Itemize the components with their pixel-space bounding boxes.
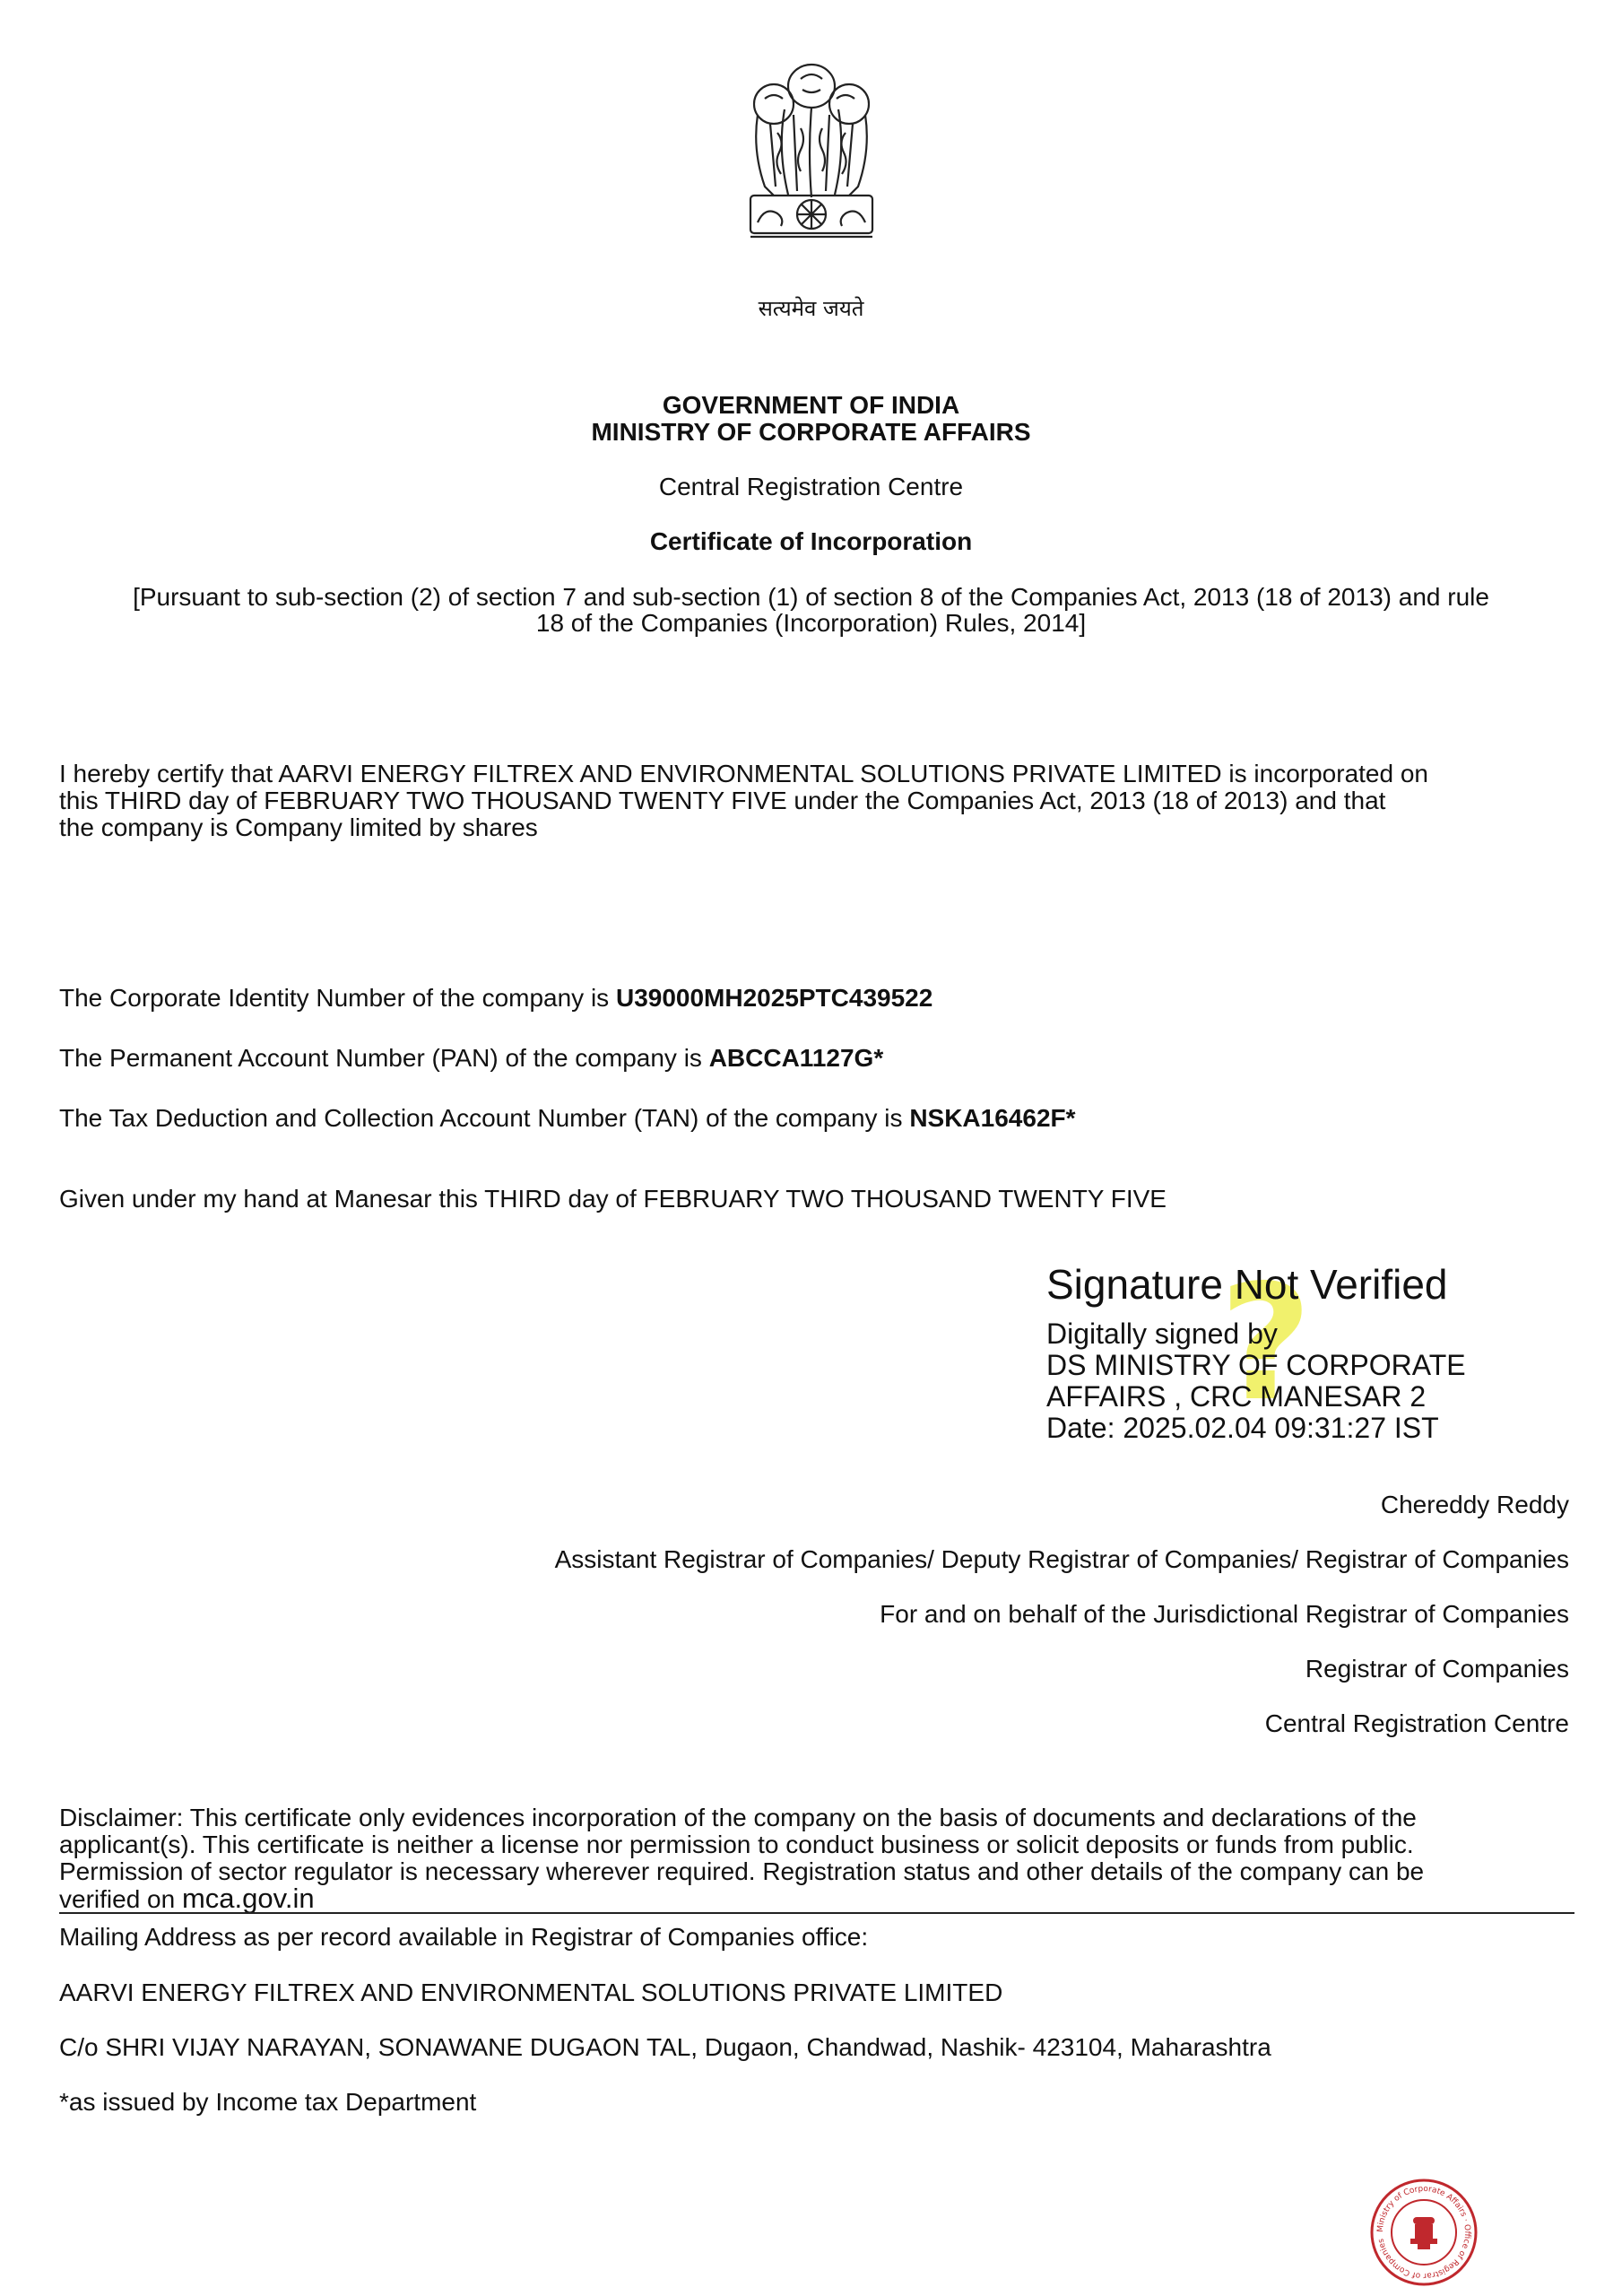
disclaimer-line-1: Disclaimer: This certificate only evidences incorporation of the company on the basis of documents and declarations of the bbox=[59, 1804, 1417, 1831]
tan-label: The Tax Deduction and Collection Account Number (TAN) of the company is bbox=[59, 1104, 903, 1132]
signatory-designation: Assistant Registrar of Companies/ Deputy Registrar of Companies/ Registrar of Companies bbox=[554, 1545, 1569, 1573]
cin-statement bbox=[59, 985, 932, 1012]
national-emblem bbox=[731, 52, 892, 276]
signature-date: Date: 2025.02.04 09:31:27 IST bbox=[1046, 1412, 1439, 1444]
lion-capital-icon bbox=[731, 52, 892, 276]
disclaimer-line-3: Permission of sector regulator is necessary wherever required. Registration status and other details of the company can be bbox=[59, 1857, 1425, 1885]
cin-label: The Corporate Identity Number of the company is bbox=[59, 984, 610, 1012]
disclaimer-line-4 bbox=[59, 1885, 315, 1913]
signature-line-3: AFFAIRS , CRC MANESAR 2 bbox=[1046, 1380, 1427, 1413]
certify-line-3: the company is Company limited by shares bbox=[59, 813, 538, 841]
pursuant-line-2: 18 of the Companies (Incorporation) Rules, 2014] bbox=[535, 609, 1087, 637]
tan-statement bbox=[59, 1105, 1076, 1132]
income-tax-note: *as issued by Income tax Department bbox=[59, 2088, 477, 2116]
seal-icon bbox=[1369, 2178, 1479, 2287]
cin-value: U39000MH2025PTC439522 bbox=[615, 984, 933, 1012]
section-divider bbox=[59, 1912, 1574, 1914]
mailing-company: AARVI ENERGY FILTREX AND ENVIRONMENTAL SOLUTIONS PRIVATE LIMITED bbox=[59, 1979, 1003, 2006]
unverified-question-icon: ? bbox=[1219, 1250, 1313, 1436]
centre-heading: Central Registration Centre bbox=[658, 473, 964, 500]
pursuant-line-1: [Pursuant to sub-section (2) of section 7 and sub-section (1) of section 8 of the Companies Act, 2013 (18 of 2013) and rule bbox=[133, 583, 1489, 611]
certify-line-1: I hereby certify that AARVI ENERGY FILTREX AND ENVIRONMENTAL SOLUTIONS PRIVATE LIMITED is incorporated on bbox=[59, 760, 1428, 787]
ministry-heading: MINISTRY OF CORPORATE AFFAIRS bbox=[591, 418, 1031, 446]
seal-text: Ministry of Corporate Affairs · Office of Registrar of Companies bbox=[1375, 2184, 1472, 2281]
pan-statement bbox=[59, 1045, 883, 1072]
pan-label: The Permanent Account Number (PAN) of the company is bbox=[59, 1044, 702, 1072]
signatory-roc: Registrar of Companies bbox=[1305, 1655, 1569, 1683]
signature-line-2: DS MINISTRY OF CORPORATE bbox=[1046, 1349, 1466, 1381]
signature-status: Signature Not Verified bbox=[1046, 1261, 1448, 1308]
government-heading: GOVERNMENT OF INDIA bbox=[662, 391, 960, 419]
mailing-label: Mailing Address as per record available in Registrar of Companies office: bbox=[59, 1923, 869, 1951]
signatory-behalf: For and on behalf of the Jurisdictional Registrar of Companies bbox=[880, 1600, 1569, 1628]
tan-value: NSKA16462F* bbox=[909, 1104, 1076, 1132]
given-statement: Given under my hand at Manesar this THIRD day of FEBRUARY TWO THOUSAND TWENTY FIVE bbox=[59, 1185, 1167, 1213]
certify-line-2: this THIRD day of FEBRUARY TWO THOUSAND TWENTY FIVE under the Companies Act, 2013 (18 of 2013) and that bbox=[59, 787, 1386, 814]
pan-value: ABCCA1127G* bbox=[708, 1044, 884, 1072]
emblem-motto: सत्यमेव जयते bbox=[758, 296, 864, 321]
disclaimer-verify-prefix: verified on bbox=[59, 1885, 182, 1913]
mailing-address: C/o SHRI VIJAY NARAYAN, SONAWANE DUGAON TAL, Dugaon, Chandwad, Nashik- 423104, Maharashtra bbox=[59, 2033, 1271, 2061]
signature-line-1: Digitally signed by bbox=[1046, 1318, 1278, 1350]
disclaimer-line-2: applicant(s). This certificate is neither a license nor permission to conduct business or solicit deposits or funds from public. bbox=[59, 1831, 1414, 1858]
mca-link[interactable]: mca.gov.in bbox=[181, 1883, 315, 1914]
certificate-title: Certificate of Incorporation bbox=[649, 527, 973, 555]
roc-seal bbox=[1369, 2178, 1479, 2287]
signatory-crc: Central Registration Centre bbox=[1264, 1709, 1569, 1737]
signatory-name: Chereddy Reddy bbox=[1380, 1491, 1569, 1518]
